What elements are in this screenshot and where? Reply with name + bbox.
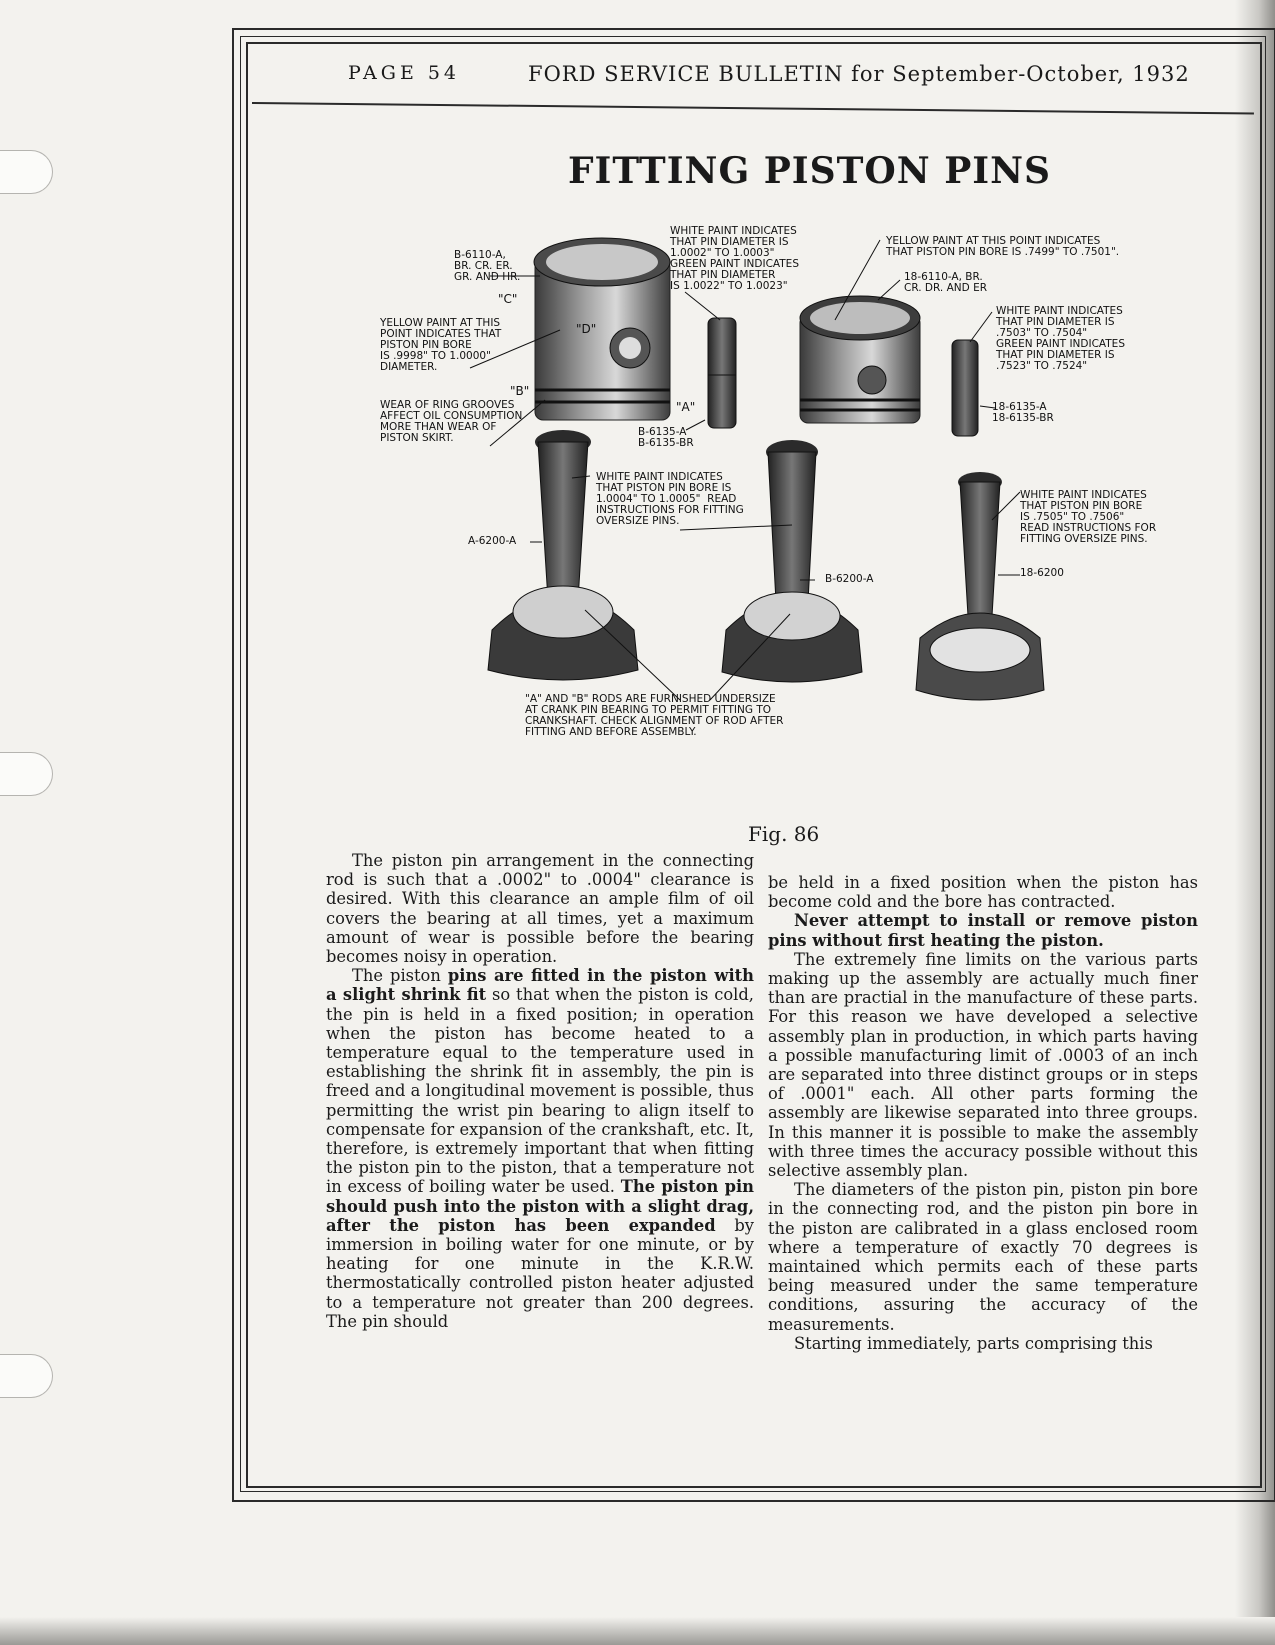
paragraph: The diameters of the piston pin, piston pin bore in the connecting rod, and the piston pin bore in the piston are calibrated in a glass enclosed room where a temperature of exactly 70 degrees is maintained which permits each of these parts being measured under the same temperature conditions, assuring the accuracy of the measurements. — [768, 1180, 1198, 1334]
paragraph-emphasis: Never attempt to install or remove piston pins without first heating the piston. — [768, 911, 1198, 950]
figure-caption: Fig. 86 — [748, 822, 820, 846]
callout-rods-note: "A" AND "B" RODS ARE FURNISHED UNDERSIZE AT CRANK PIN BEARING TO PERMIT FITTING TO CRANKSHAFT. CHECK ALIGNMENT OF ROD AFTER FITTING AND BEFORE ASSEMBLY. — [525, 693, 784, 738]
paragraph: Starting immediately, parts comprising this — [794, 1333, 1153, 1353]
page-number: PAGE 54 — [348, 62, 461, 84]
callout-yellow-paint-right: YELLOW PAINT AT THIS POINT INDICATES THAT PISTON PIN BORE IS .7499" TO .7501". — [886, 235, 1120, 258]
paragraph: The piston pin arrangement in the connecting rod is such that a .0002" to .0004" clearance is desired. With this clearance an ample film of oil covers the bearing at all times, yet a maximum amount of wear is possible before the bearing becomes noisy in operation. — [326, 851, 754, 967]
paragraph: The piston pins are fitted in the piston with a slight shrink fit so that when the piston is cold, the pin is held in a fixed position; in operation when the piston has become heated to a temperature equal to the temperature used in establishing the shrink fit in assembly, the pin is freed and a longitudinal movement is possible, thus permitting the wrist pin bearing to align itself to compensate for expansion of the crankshaft, etc. It, therefore, is extremely important that when fitting the piston pin to the piston, that a temperature not in excess of boiling water be used. The piston pin should push into the piston with a slight drag, after the piston has been expanded by immersion in boiling water for one minute, or by heating for one minute in the K.R.W. thermostatically controlled piston heater adjusted to a temperature not greater than 200 degrees. The pin should — [326, 966, 754, 1331]
punch-hole-top — [0, 150, 53, 194]
callout-piston-a-part: B-6110-A, BR. CR. ER. GR. AND HR. — [454, 249, 521, 283]
callout-ring-groove-wear: WEAR OF RING GROOVES AFFECT OIL CONSUMPTION MORE THAN WEAR OF PISTON SKIRT. — [380, 399, 523, 444]
letter-a-label: "A" — [676, 400, 696, 414]
bulletin-title: FORD SERVICE BULLETIN for September-October, 1932 — [528, 62, 1190, 86]
callout-white-paint-rod-left: WHITE PAINT INDICATES THAT PISTON PIN BORE IS 1.0004" TO 1.0005" READ INSTRUCTIONS FOR FITTING OVERSIZE PINS. — [596, 471, 744, 527]
punch-hole-bottom — [0, 1354, 53, 1398]
callout-yellow-paint-left: YELLOW PAINT AT THIS POINT INDICATES THAT PISTON PIN BORE IS .9998" TO 1.0000" DIAMETER. — [380, 317, 502, 373]
text-column-right — [768, 873, 1198, 1353]
callout-rod-c-part: 18-6200 — [1020, 567, 1064, 579]
callout-piston-b-part: 18-6110-A, BR. CR. DR. AND ER — [904, 271, 988, 294]
letter-d-label: "D" — [576, 322, 597, 336]
callout-pin-left-part: B-6135-A B-6135-BR — [638, 426, 694, 449]
callout-white-paint-rod-right: WHITE PAINT INDICATES THAT PISTON PIN BORE IS .7505" TO .7506" READ INSTRUCTIONS FOR FITTING OVERSIZE PINS. — [1020, 489, 1157, 545]
text-column-left — [326, 851, 754, 1331]
scan-bottom-shadow — [0, 1617, 1275, 1645]
rod-a-drawing — [488, 430, 638, 680]
pin-left-drawing — [708, 318, 736, 428]
letter-c-label: "C" — [498, 292, 518, 306]
callout-pin-right-part: 18-6135-A 18-6135-BR — [992, 401, 1054, 424]
letter-b-label: "B" — [510, 384, 530, 398]
piston-b-drawing — [800, 296, 920, 423]
page-title: FITTING PISTON PINS — [568, 150, 1052, 192]
page-header — [258, 56, 1258, 106]
callout-white-paint-pin-left: WHITE PAINT INDICATES THAT PIN DIAMETER IS 1.0002" TO 1.0003" GREEN PAINT INDICATES THAT PIN DIAMETER IS 1.0022" TO 1.0023" — [670, 225, 799, 292]
figure-86 — [380, 220, 1240, 800]
callout-white-paint-pin-right: WHITE PAINT INDICATES THAT PIN DIAMETER IS .7503" TO .7504" GREEN PAINT INDICATES THAT PIN DIAMETER IS .7523" TO .7524" — [996, 305, 1125, 372]
paragraph: be held in a fixed position when the piston has become cold and the bore has contracted. — [768, 873, 1198, 912]
paragraph: The extremely fine limits on the various parts making up the assembly are actually much finer than are practial in the manufacture of these parts. For this reason we have developed a selective assembly plan in production, in which parts having a possible manufacturing limit of .0003 of an inch are separated into three distinct groups or in steps of .0001" each. All other parts forming the assembly are likewise separated into three groups. In this manner it is possible to make the assembly with three times the accuracy possible without this selective assembly plan. — [768, 949, 1198, 1181]
pin-right-drawing — [952, 340, 978, 436]
piston-a-drawing — [534, 238, 670, 420]
callout-rod-a-part: A-6200-A — [468, 535, 517, 547]
punch-hole-middle — [0, 752, 53, 796]
callout-rod-b-part: B-6200-A — [825, 573, 874, 585]
